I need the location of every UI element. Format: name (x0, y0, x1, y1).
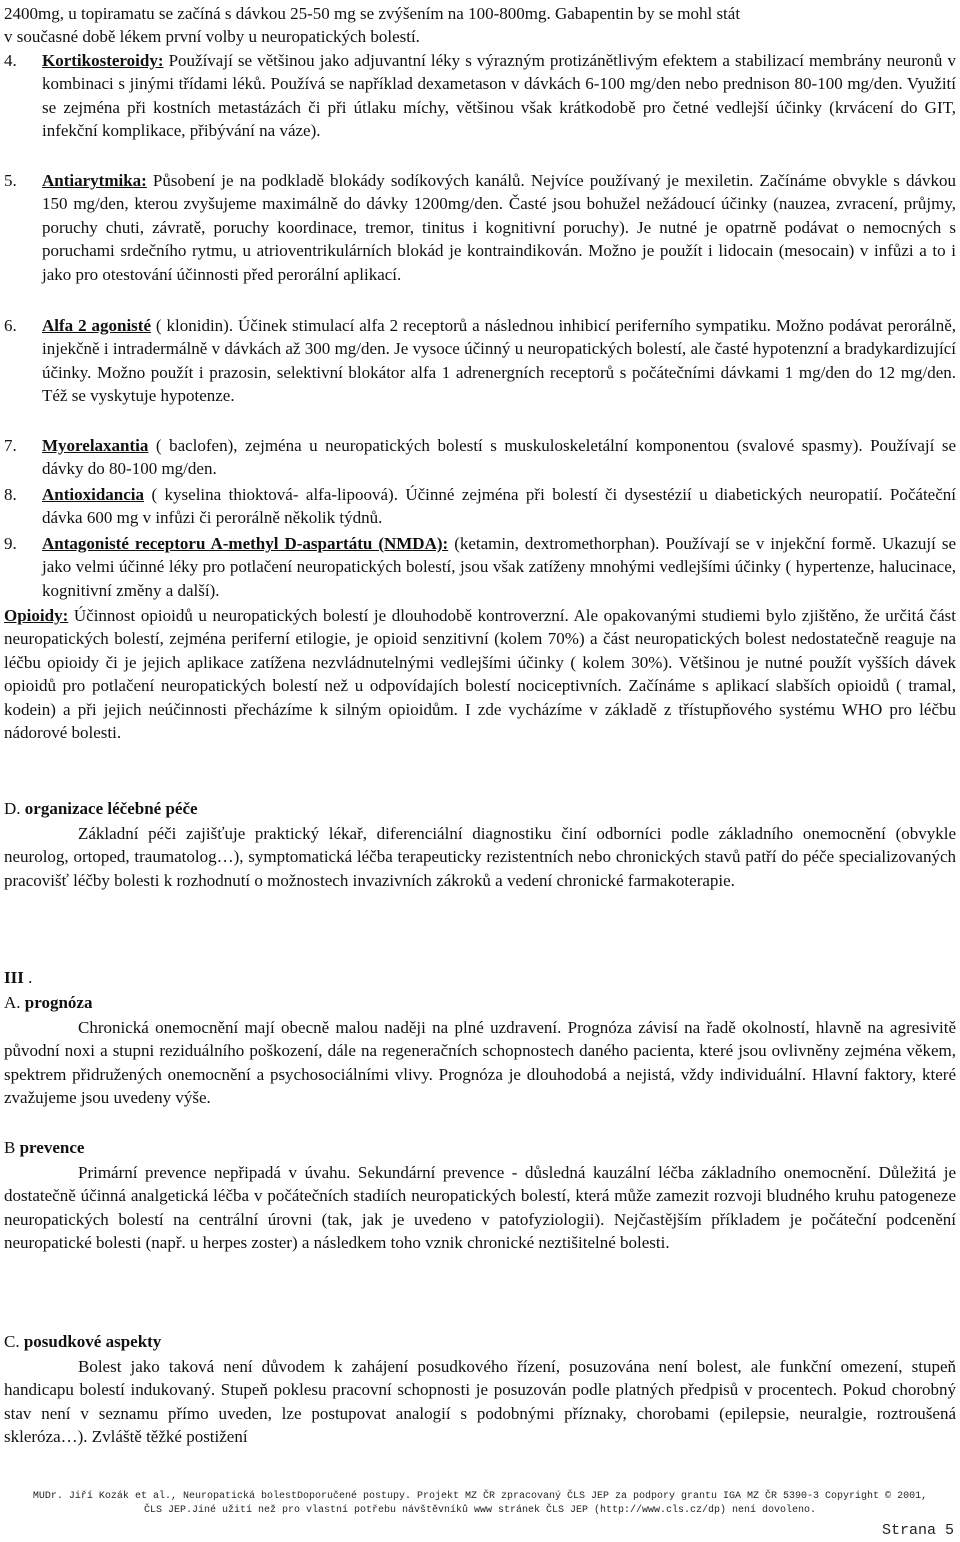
item-title: Antagonisté receptoru A-methyl D-aspartátu (NMDA): (42, 534, 449, 553)
section-d-paragraph: Základní péči zajišťuje praktický lékař, diferenciální diagnostiku činí odborníci podle základního onemocnění (obvykle neurolog, ortoped, traumatolog…), symptomatická léčba terapeuticky rezistentních nebo chronických stavů patří do péče specializovaných pracovišť léčby bolesti k rozhodnutí o možnostech invazivních zákroků a vedení chronické farmakoterapie. (4, 824, 956, 890)
list-item-antioxidants (4, 483, 956, 530)
list-number: 8. (4, 485, 17, 504)
item-text: Působení je na podkladě blokády sodíkových kanálů. Nejvíce používaný je mexiletin. Začínáme obvykle s dávkou 150 mg/den, kterou zvyšujeme maximálně do dávky 1200mg/den. Časté jsou bohužel nežádoucí účinky (nauzea, zvracení, průjmy, poruchy chuti, závratě, poruchy koordinace, tremor, tinitus i kognitivní poruchy). Je nutné je opatrně podávat o nemocných s poruchami srdečního rytmu, u atrioventrikulárních blokád je kontraindikován. Možno je použít i lidocain (mesocain) v infůzi a to i jako pro otestování účinnosti před perorální aplikací. (42, 171, 956, 284)
list-item-antiarrhythmics (4, 169, 956, 286)
section-letter: B (4, 1138, 16, 1157)
opioids-title: Opioidy: (4, 606, 69, 625)
page-number: Strana 5 (881, 1522, 954, 1539)
item-text: ( baclofen), zejména u neuropatických bolestí s muskuloskeletální komponentou (svalové spasmy). Používají se dávky do 80-100 mg/den. (42, 436, 956, 479)
section-a-heading (4, 991, 92, 1014)
section-title: prognóza (24, 993, 93, 1012)
list-number: 7. (4, 436, 17, 455)
item-text: ( klonidin). Účinek stimulací alfa 2 receptorů a následnou inhibicí periferního sympatiku. Možno podávat perorálně, injekčně i intradermálně v dávkách až 300 mg/den. Je vysoce účinný u neuropatických bolestí, ale časté hypotenzní a bradykardizující účinky. Možno použít i prazosin, selektivní blokátor alfa 1 adrenergních receptorů s počátečními dávkami 1 mg/den do 12 mg/den. Též se vyskytuje hypotenze. (42, 316, 956, 406)
section-iii-heading (4, 966, 32, 989)
list-number: 4. (4, 51, 17, 70)
section-title: posudkové aspekty (23, 1332, 162, 1351)
section-letter: C. (4, 1332, 20, 1351)
section-letter: D. (4, 799, 21, 818)
section-c-heading (4, 1330, 161, 1353)
item-text: (ketamin, dextromethorphan). Používají se v injekční formě. Ukazují se jako velmi účinné léky pro potlačení neuropatických bolestí, jsou však zatíženy mnohými vedlejšími účinky ( hypertenze, halucinace, kognitivní změny a další). (42, 534, 956, 600)
item-title: Myorelaxantia (42, 436, 149, 455)
section-title: organizace léčebné péče (24, 799, 198, 818)
item-title: Antioxidancia (42, 485, 145, 504)
continued-paragraph (4, 2, 956, 49)
list-item-nmda-antagonists (4, 532, 956, 602)
item-title: Antiarytmika: (42, 171, 147, 190)
item-title: Alfa 2 agonisté (42, 316, 151, 335)
opioids-paragraph (4, 604, 956, 744)
list-number: 9. (4, 534, 17, 553)
list-number: 5. (4, 171, 17, 190)
item-title: Kortikosteroidy: (42, 51, 164, 70)
list-item-myorelaxants (4, 434, 956, 481)
text-line: v současné době lékem první volby u neuropatických bolestí. (4, 27, 420, 47)
list-item-alpha2-agonists (4, 314, 956, 408)
opioids-text: Účinnost opioidů u neuropatických bolestí je dlouhodobě kontroverzní. Ale opakovanými studiemi bylo zjištěno, že určitá část neuropatických bolestí, zejména periferní etilogie, je opioid senzitivní (kolem 70%) a část neuropatických bolest nedostatečně reaguje na léčbu opioidy či je jejich aplikace zatížena nezvládnutelnými vedlejšími účinky ( kolem 30%). Většinou je nutné použít vyšších dávek opioidů pro potlačení neuropatických bolestí než u odpovídajích bolestí nociceptivních. Začínáme s aplikací slabších opioidů ( tramal, kodein) a při jejich neúčinnosti přecházíme k silným opioidům. I zde vycházíme v základě z třístupňového systému WHO pro léčbu nádorové bolesti. (4, 606, 956, 743)
section-d-heading (4, 797, 198, 820)
section-letter: A. (4, 993, 21, 1012)
list-number: 6. (4, 316, 17, 335)
text-line: 2400mg, u topiramatu se začíná s dávkou 25-50 mg se zvýšením na 100-800mg. Gabapentin by se mohl stát (4, 4, 741, 23)
section-a-paragraph: Chronická onemocnění mají obecně malou naději na plné uzdravení. Prognóza závisí na řadě okolností, hlavně na agresivitě původní noxi a stupni reziduálního poškození, dále na regeneračních schopnostech daného pacienta, které jsou ovlivněny zejména věkem, spektrem přidružených onemocnění a psychosociálními vlivy. Prognóza je dlouhodobá a nejistá, vždy individuální. Hlavní faktory, které zvažujeme jsou uvedeny výše. (4, 1018, 956, 1108)
section-roman: III (4, 968, 24, 987)
section-roman-dot: . (28, 968, 33, 987)
section-b-heading (4, 1136, 84, 1159)
list-item-corticosteroids (4, 49, 956, 143)
section-c-paragraph: Bolest jako taková není důvodem k zahájení posudkového řízení, posuzována není bolest, ale funkční omezení, stupeň handicapu bolestí indukovaný. Stupeň poklesu pracovní schopnosti je posuzován podle platných předpisů v procentech. Pokud chorobný stav není v seznamu přímo uveden, lze postupovat analogií s podobnými příznaky, chorobami (epilepsie, neuralgie, roztroušená skleróza…). Zvláště těžké postižení (4, 1357, 956, 1447)
footer-copyright: MUDr. Jiří Kozák et al., Neuropatická bolestDoporučené postupy. Projekt MZ ČR zpracovaný ČLS JEP za podpory grantu IGA MZ ČR 5390-3 Copyright © 2001, (32, 1491, 928, 1502)
footer-notice: ČLS JEP.Jiné užití než pro vlastní potřebu návštěvníků www stránek ČLS JEP (http://www.cls.cz/dp) není dovoleno. (143, 1505, 817, 1516)
section-b-paragraph: Primární prevence nepřipadá v úvahu. Sekundární prevence - důsledná kauzální léčba základního onemocnění. Důležitá je dostatečně účinná analgetická léčba v počátečních stadiích neuropatických bolestí, která může zamezit rozvoji bludného kruhu patogeneze neuropatických bolestí na centrální úrovni (tak, jak je uvedeno v patofyziologii). Nejčastějším příkladem je počáteční podcenění neuropatické bolesti (např. u herpes zoster) a následkem toho vznik chronické neztišitelné bolesti. (4, 1163, 956, 1253)
item-text: ( kyselina thioktová- alfa-lipoová). Účinné zejména při bolestí či dysestézií u diabetických neuropatií. Počáteční dávka 600 mg v infůzi či perorálně několik týdnů. (42, 485, 956, 528)
item-text: Používají se většinou jako adjuvantní léky s výrazným protizánětlivým efektem a stabilizací membrány neuronů v kombinaci s jinými třídami léků. Používá se například dexametason v dávkách 6-100 mg/den nebo prednison 80-100 mg/den. Využití se zejména při kostních metastázách či při útlaku míchy, většinou však krátkodobě pro četné vedlejší účinky (krvácení do GIT, infekční komplikace, přibývání na váze). (42, 51, 956, 141)
section-title: prevence (19, 1138, 85, 1157)
